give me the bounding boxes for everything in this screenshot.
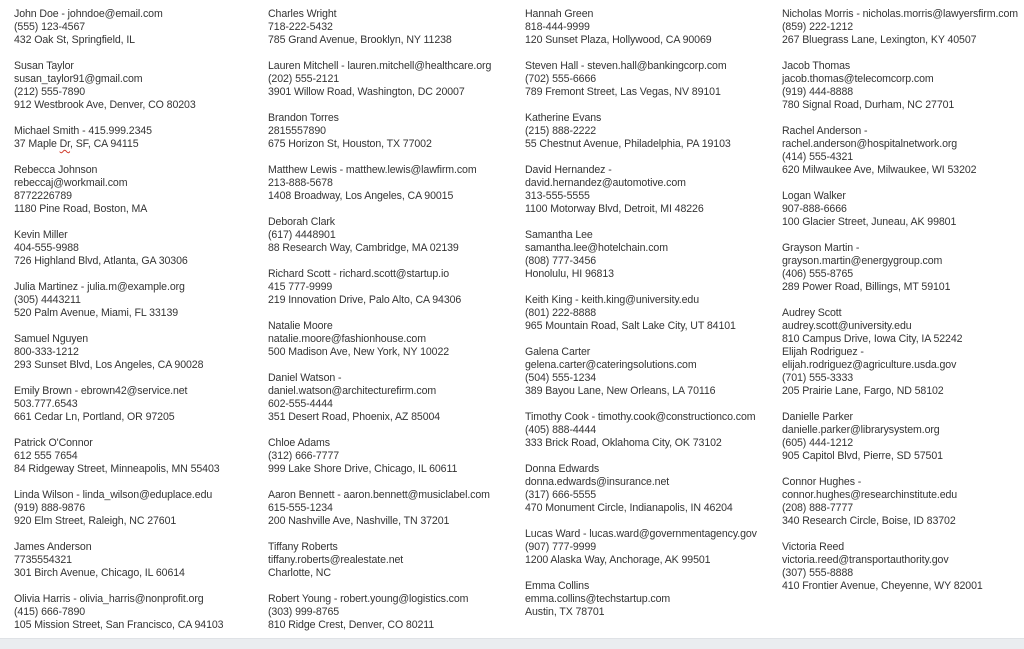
contact-line: Lauren Mitchell - lauren.mitchell@healthcare.org [268,60,492,72]
contact-line: (317) 666-5555 [525,489,597,501]
contact-line: 500 Madison Ave, New York, NY 10022 [268,346,450,358]
contact-block [525,294,757,333]
contact-block [268,60,491,99]
contact-line: tiffany.roberts@realestate.net [268,554,404,566]
contact-line: david.hernandez@automotive.com [525,177,686,189]
contact-line: grayson.martin@energygroup.com [782,255,943,267]
contact-block [782,476,1018,528]
contact-block [268,372,491,424]
contact-line: Steven Hall - steven.hall@bankingcorp.com [525,60,727,72]
contact-line: Lucas Ward - lucas.ward@governmentagency.gov [525,528,757,540]
contact-line: 389 Bayou Lane, New Orleans, LA 70116 [525,385,716,397]
contact-block [782,125,1018,177]
contact-line: (212) 555-7890 [14,86,86,98]
contact-line: Emma Collins [525,580,590,592]
contact-line: (415) 666-7890 [14,606,86,618]
contact-line: connor.hughes@researchinstitute.edu [782,489,958,501]
contact-line: 1200 Alaska Way, Anchorage, AK 99501 [525,554,711,566]
contact-line: Honolulu, HI 96813 [525,268,614,280]
contact-block [782,541,1018,593]
contact-block [525,411,757,450]
contact-line: 1180 Pine Road, Boston, MA [14,203,148,215]
contact-block [14,8,223,47]
contact-line: 726 Highland Blvd, Atlanta, GA 30306 [14,255,188,267]
contact-line: 219 Innovation Drive, Palo Alto, CA 94306 [268,294,462,306]
contact-line: 313-555-5555 [525,190,590,202]
spellcheck-underline: Dr [59,138,71,150]
contact-line: susan_taylor91@gmail.com [14,73,143,85]
contact-line: rachel.anderson@hospitalnetwork.org [782,138,958,150]
contact-block [14,593,223,632]
contact-line: 1100 Motorway Blvd, Detroit, MI 48226 [525,203,704,215]
contact-block [14,437,223,476]
contact-line: 905 Capitol Blvd, Pierre, SD 57501 [782,450,943,462]
contact-line: Rachel Anderson - [782,125,868,137]
contact-line: (202) 555-2121 [268,73,340,85]
contact-line: rebeccaj@workmail.com [14,177,128,189]
contact-line: (305) 4443211 [14,294,81,306]
contact-line: Kevin Miller [14,229,68,241]
contact-line: 120 Sunset Plaza, Hollywood, CA 90069 [525,34,712,46]
contact-line: 810 Campus Drive, Iowa City, IA 52242 [782,333,963,345]
contact-line: 84 Ridgeway Street, Minneapolis, MN 55403 [14,463,220,475]
contact-line: 785 Grand Avenue, Brooklyn, NY 11238 [268,34,452,46]
contact-line: 404-555-9988 [14,242,79,254]
contact-block [525,528,757,567]
contact-line: 351 Desert Road, Phoenix, AZ 85004 [268,411,441,423]
contact-block [268,8,491,47]
contacts-column-2 [268,8,491,632]
contact-line: (702) 555-6666 [525,73,597,85]
contact-block [525,8,757,47]
contact-line: 200 Nashville Ave, Nashville, TN 37201 [268,515,450,527]
contact-line: natalie.moore@fashionhouse.com [268,333,426,345]
contact-line: Aaron Bennett - aaron.bennett@musiclabel.com [268,489,490,501]
contact-block [14,333,223,372]
contact-line: 675 Horizon St, Houston, TX 77002 [268,138,432,150]
contact-line: 88 Research Way, Cambridge, MA 02139 [268,242,459,254]
contact-line: Deborah Clark [268,216,336,228]
page-bottom-edge [0,638,1024,649]
contact-line: (555) 123-4567 [14,21,86,33]
contact-line: Richard Scott - richard.scott@startup.io [268,268,450,280]
contact-line: Samantha Lee [525,229,593,241]
contact-line: (919) 444-8888 [782,86,854,98]
contact-line: 620 Milwaukee Ave, Milwaukee, WI 53202 [782,164,977,176]
contact-line: (808) 777-3456 [525,255,597,267]
contact-line: Patrick O'Connor [14,437,93,449]
contact-block [525,60,757,99]
contact-line: Susan Taylor [14,60,74,72]
contact-block [268,164,491,203]
contact-line: 800-333-1212 [14,346,79,358]
contact-line: 789 Fremont Street, Las Vegas, NV 89101 [525,86,721,98]
contact-line: 7735554321 [14,554,72,566]
contact-line: 432 Oak St, Springfield, IL [14,34,135,46]
contact-line: 718-222-5432 [268,21,333,33]
contact-line: 612 555 7654 [14,450,78,462]
contact-line: 410 Frontier Avenue, Cheyenne, WY 82001 [782,580,983,592]
contact-block [525,463,757,515]
contact-block [525,112,757,151]
contact-line: 100 Glacier Street, Juneau, AK 99801 [782,216,957,228]
contact-line: Katherine Evans [525,112,602,124]
contact-block [14,125,223,151]
contact-line: 520 Palm Avenue, Miami, FL 33139 [14,307,179,319]
contact-line: victoria.reed@transportauthority.gov [782,554,949,566]
contact-line: audrey.scott@university.edu [782,320,912,332]
contact-block [525,229,757,281]
contact-line: (406) 555-8765 [782,268,854,280]
contact-line: 55 Chestnut Avenue, Philadelphia, PA 19103 [525,138,731,150]
contact-block [268,320,491,359]
contact-line: Daniel Watson - [268,372,342,384]
contact-line: Matthew Lewis - matthew.lewis@lawfirm.com [268,164,477,176]
contact-line: 105 Mission Street, San Francisco, CA 94103 [14,619,224,631]
contact-line: Julia Martinez - julia.m@example.org [14,281,185,293]
contact-line: 920 Elm Street, Raleigh, NC 27601 [14,515,177,527]
contact-line: Logan Walker [782,190,846,202]
contact-block [268,112,491,151]
contacts-column-1 [14,8,223,632]
contact-line: Timothy Cook - timothy.cook@constructionco.com [525,411,756,423]
contact-line: elijah.rodriguez@agriculture.usda.gov [782,359,957,371]
contact-line: (701) 555-3333 [782,372,854,384]
contact-line: 602-555-4444 [268,398,333,410]
contact-line: 965 Mountain Road, Salt Lake City, UT 84101 [525,320,736,332]
contact-block [14,541,223,580]
contact-block [14,229,223,268]
contact-line: (208) 888-7777 [782,502,854,514]
contact-line: (617) 4448901 [268,229,336,241]
contact-line: Michael Smith - 415.999.2345 [14,125,152,137]
contact-line: jacob.thomas@telecomcorp.com [782,73,934,85]
contact-line: (215) 888-2222 [525,125,597,137]
contact-line: Emily Brown - ebrown42@service.net [14,385,188,397]
contact-line: samantha.lee@hotelchain.com [525,242,668,254]
contact-line: daniel.watson@architecturefirm.com [268,385,437,397]
contact-line: Brandon Torres [268,112,339,124]
contact-line: (919) 888-9876 [14,502,86,514]
contact-block [525,164,757,216]
contact-line: emma.collins@techstartup.com [525,593,671,605]
contact-line: 1408 Broadway, Los Angeles, CA 90015 [268,190,454,202]
contact-line: 2815557890 [268,125,326,137]
contact-line: 615-555-1234 [268,502,333,514]
contact-line: Grayson Martin - [782,242,860,254]
contact-line: 301 Birch Avenue, Chicago, IL 60614 [14,567,185,579]
contact-block [782,307,1018,398]
contact-line: 999 Lake Shore Drive, Chicago, IL 60611 [268,463,458,475]
contact-line: Galena Carter [525,346,591,358]
contact-block [14,281,223,320]
contact-line: Charlotte, NC [268,567,331,579]
contact-line: 661 Cedar Ln, Portland, OR 97205 [14,411,175,423]
contact-line: gelena.carter@cateringsolutions.com [525,359,697,371]
contact-block [14,164,223,216]
contact-block [268,593,491,632]
contact-line: Keith King - keith.king@university.edu [525,294,699,306]
contact-line: 470 Monument Circle, Indianapolis, IN 46204 [525,502,733,514]
contact-block [268,541,491,580]
contact-line: Hannah Green [525,8,594,20]
contact-line: Victoria Reed [782,541,845,553]
contact-line: donna.edwards@insurance.net [525,476,670,488]
contact-line: 289 Power Road, Billings, MT 59101 [782,281,951,293]
contact-line: Robert Young - robert.young@logistics.com [268,593,469,605]
contact-line: Audrey Scott [782,307,842,319]
contact-line: 780 Signal Road, Durham, NC 27701 [782,99,955,111]
contact-line: James Anderson [14,541,92,553]
contact-line: 3901 Willow Road, Washington, DC 20007 [268,86,465,98]
contact-line: Jacob Thomas [782,60,851,72]
contact-line: Nicholas Morris - nicholas.morris@lawyersfirm.com [782,8,1019,20]
contact-line: (405) 888-4444 [525,424,597,436]
contact-block [14,60,223,112]
contact-block [268,437,491,476]
contact-line: Chloe Adams [268,437,330,449]
contact-block [782,190,1018,229]
contact-block [268,216,491,255]
contact-line: Samuel Nguyen [14,333,89,345]
contact-line: (859) 222-1212 [782,21,854,33]
contact-line: (605) 444-1212 [782,437,854,449]
contact-line: (307) 555-8888 [782,567,854,579]
contact-line: Elijah Rodriguez - [782,346,864,358]
contact-line: 37 Maple Dr, SF, CA 94115 [14,138,139,150]
contact-line: 213-888-5678 [268,177,333,189]
contact-line: Austin, TX 78701 [525,606,605,618]
contact-line: (907) 777-9999 [525,541,597,553]
contact-block [268,489,491,528]
contact-line: Linda Wilson - linda_wilson@eduplace.edu [14,489,213,501]
contact-line: 912 Westbrook Ave, Denver, CO 80203 [14,99,196,111]
contact-line: 907-888-6666 [782,203,847,215]
contact-block [525,346,757,398]
contact-line: Rebecca Johnson [14,164,98,176]
contact-line: David Hernandez - [525,164,612,176]
contact-line: John Doe - johndoe@email.com [14,8,163,20]
contact-line: Tiffany Roberts [268,541,338,553]
contact-line: 503.777.6543 [14,398,78,410]
contact-line: 810 Ridge Crest, Denver, CO 80211 [268,619,435,631]
contact-line: 293 Sunset Blvd, Los Angeles, CA 90028 [14,359,204,371]
contact-line: Connor Hughes - [782,476,862,488]
contact-line: 415 777-9999 [268,281,333,293]
contact-block [14,489,223,528]
contact-block [268,268,491,307]
contacts-column-3 [525,8,757,619]
contact-line: (414) 555-4321 [782,151,854,163]
contact-line: (303) 999-8765 [268,606,340,618]
contact-line: 340 Research Circle, Boise, ID 83702 [782,515,956,527]
contact-line: Danielle Parker [782,411,853,423]
contact-line: (312) 666-7777 [268,450,340,462]
contact-block [782,8,1018,47]
contact-block [14,385,223,424]
contact-line: danielle.parker@librarysystem.org [782,424,940,436]
contact-line: Charles Wright [268,8,337,20]
contact-line: 267 Bluegrass Lane, Lexington, KY 40507 [782,34,977,46]
contact-line: 818-444-9999 [525,21,590,33]
contact-block [782,60,1018,112]
contact-line: 8772226789 [14,190,72,202]
contact-line: Donna Edwards [525,463,600,475]
contact-line: Natalie Moore [268,320,333,332]
contact-block [525,580,757,619]
contact-line: (801) 222-8888 [525,307,597,319]
contact-line: 333 Brick Road, Oklahoma City, OK 73102 [525,437,722,449]
contact-line: Olivia Harris - olivia_harris@nonprofit.org [14,593,204,605]
contact-line: (504) 555-1234 [525,372,597,384]
contact-line: 205 Prairie Lane, Fargo, ND 58102 [782,385,944,397]
contacts-column-4 [782,8,1018,593]
contact-block [782,411,1018,463]
contact-block [782,242,1018,294]
